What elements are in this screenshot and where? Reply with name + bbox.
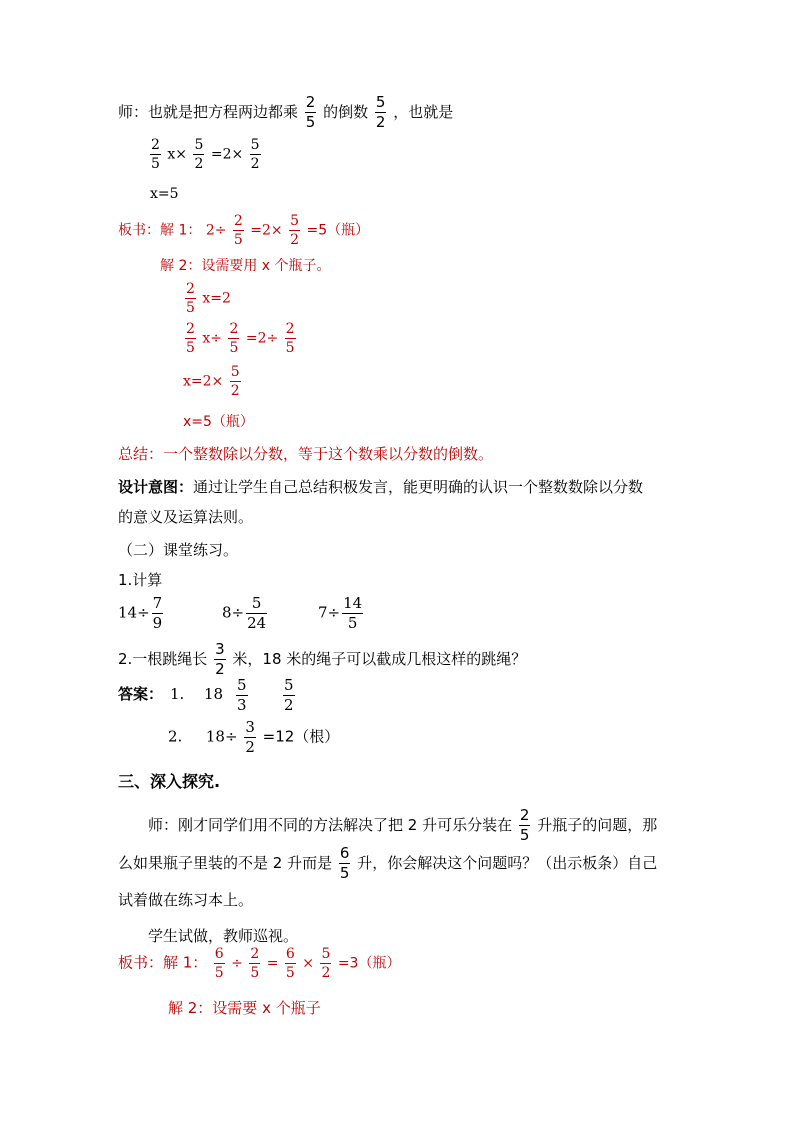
- fraction: $\frac{7}{9}$: [152, 594, 163, 632]
- fraction: $\frac{5}{2}$: [290, 213, 300, 248]
- fraction: $\frac{5}{2}$: [230, 364, 240, 399]
- fraction: $\frac{5}{3}$: [237, 676, 247, 714]
- equation-line: $\frac{2}{5}$ x× $\frac{5}{2}$ =2× $\frac{5}{2}$: [151, 137, 260, 172]
- board-solution-2: 解 2：设需要用 x 个瓶子。: [160, 258, 331, 274]
- fraction: $\frac{5}{2}$: [375, 93, 386, 131]
- design-intent: 设计意图：通过让学生自己总结积极发言，能更明确的认识一个整数数除以分数: [118, 478, 644, 496]
- fraction: $\frac{5}{2}$: [284, 676, 294, 714]
- fraction: $\frac{2}{5}$: [186, 321, 195, 356]
- fraction: $\frac{2}{5}$: [305, 93, 316, 131]
- board-solution-3: 板书：解 1： $\frac{6}{5}$ ÷ $\frac{2}{5}$ = $\frac{6}{5}$ × $\frac{5}{2}$ =3（瓶）: [118, 946, 401, 981]
- fraction: $\frac{2}{5}$: [229, 321, 239, 356]
- fraction: $\frac{6}{5}$: [214, 946, 224, 981]
- section-classroom-practice: （二）课堂练习。: [118, 541, 239, 559]
- fraction: $\frac{14}{5}$: [343, 594, 363, 632]
- board-solution-4: 解 2：设需要 x 个瓶子: [168, 999, 321, 1017]
- answers-2: 2. 18÷ $\frac{3}{2}$ =12（根）: [168, 718, 340, 756]
- teacher-line-2: 师：刚才同学们用不同的方法解决了把 2 升可乐分装在 $\frac{2}{5}$ 升瓶子的问题，那: [148, 806, 658, 844]
- equation-result: x=5: [150, 186, 179, 202]
- fraction: $\frac{5}{2}$: [194, 137, 204, 172]
- fraction: $\frac{2}{5}$: [151, 137, 160, 172]
- student-activity: 学生试做，教师巡视。: [148, 927, 299, 945]
- fraction: $\frac{2}{5}$: [186, 281, 195, 316]
- equation-result: x=5（瓶）: [183, 414, 254, 430]
- fraction: $\frac{5}{2}$: [321, 946, 331, 981]
- fraction: $\frac{5}{2}$: [250, 137, 260, 172]
- equation-line: x=2× $\frac{5}{2}$: [183, 364, 240, 399]
- equation-line: $\frac{2}{5}$ x=2: [186, 281, 231, 316]
- section-heading: 三、深入探究.: [118, 772, 221, 791]
- exercise-item: 7÷ $\frac{14}{5}$: [318, 594, 363, 632]
- fraction: $\frac{2}{5}$: [285, 321, 295, 356]
- design-intent-cont: 的意义及运算法则。: [118, 508, 254, 526]
- fraction: $\frac{2}{5}$: [250, 946, 260, 981]
- fraction: $\frac{2}{5}$: [519, 806, 530, 844]
- fraction: $\frac{2}{5}$: [233, 213, 243, 248]
- fraction: $\frac{6}{5}$: [285, 946, 295, 981]
- fraction: $\frac{3}{2}$: [215, 640, 225, 678]
- teacher-line-3: 么如果瓶子里装的不是 2 升而是 $\frac{6}{5}$ 升，你会解决这个问题吗？（出示板条）自己: [118, 844, 658, 882]
- exercise-1-title: 1.计算: [118, 571, 163, 589]
- teacher-line-4: 试着做在练习本上。: [118, 891, 254, 909]
- fraction: $\frac{5}{24}$: [247, 594, 267, 632]
- teacher-line-1: 师：也就是把方程两边都乘 $\frac{2}{5}$ 的倒数 $\frac{5}{2}$ ，也就是: [118, 93, 454, 131]
- summary: 总结：一个整数除以分数，等于这个数乘以分数的倒数。: [118, 445, 494, 463]
- exercise-2: 2.一根跳绳长 $\frac{3}{2}$ 米，18 米的绳子可以截成几根这样的跳绳？: [118, 640, 527, 678]
- fraction: $\frac{3}{2}$: [245, 718, 255, 756]
- exercise-item: 8÷ $\frac{5}{24}$: [222, 594, 267, 632]
- fraction: $\frac{6}{5}$: [339, 844, 350, 882]
- exercise-item: 14÷ $\frac{7}{9}$: [118, 594, 163, 632]
- board-solution-1: 板书：解 1： 2÷ $\frac{2}{5}$ =2× $\frac{5}{2}$ =5（瓶）: [118, 213, 370, 248]
- equation-line: $\frac{2}{5}$ x÷ $\frac{2}{5}$ =2÷ $\frac{2}{5}$: [186, 321, 295, 356]
